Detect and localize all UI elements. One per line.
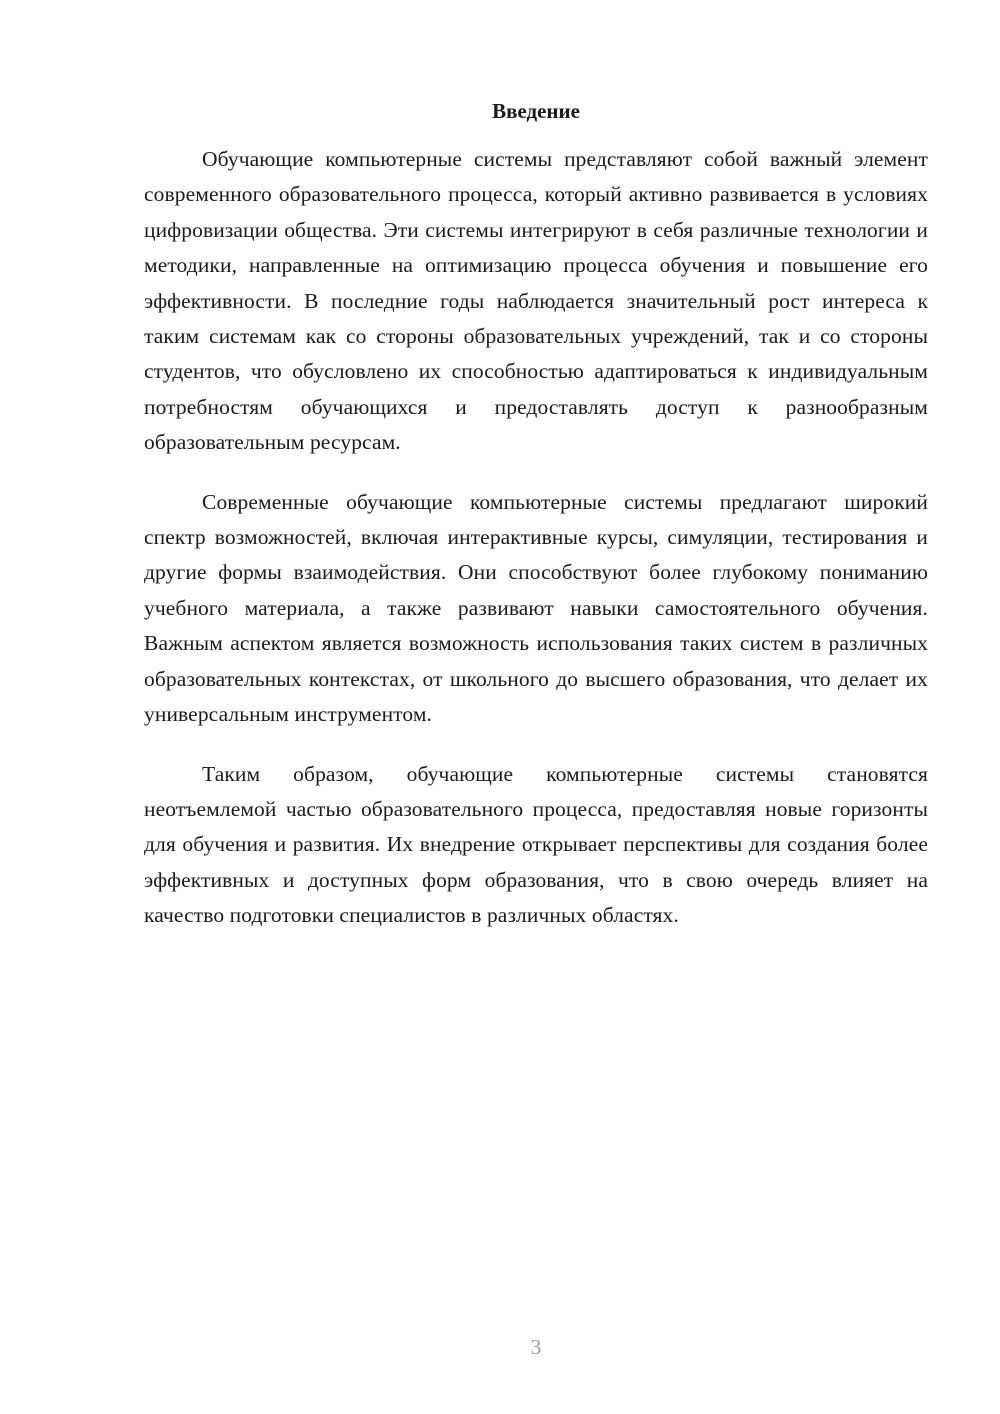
page-number: 3 bbox=[530, 1335, 542, 1359]
paragraph: Современные обучающие компьютерные системы предлагают широкий спектр возможностей, включая интерактивные курсы, симуляции, тестирования и другие формы взаимодействия. Они способствуют более глубокому пониманию учебного материала, а также развивают навыки самостоятельного обучения. Важным аспектом является возможность использования таких систем в различных образовательных контекстах, от школьного до высшего образования, что делает их универсальным инструментом. bbox=[144, 489, 928, 727]
section-heading: Введение bbox=[492, 99, 580, 123]
paragraph: Обучающие компьютерные системы представляют собой важный элемент современного образовательного процесса, который активно развивается в условиях цифровизации общества. Эти системы интегрируют в себя различные технологии и методики, направленные на оптимизацию процесса обучения и повышение его эффективности. В последние годы наблюдается значительный рост интереса к таким системам как со стороны образовательных учреждений, так и со стороны студентов, что обусловлено их способностью адаптироваться к индивидуальным потребностям обучающихся и предоставлять доступ к разнообразным образовательным ресурсам. bbox=[144, 147, 928, 455]
body-text bbox=[144, 142, 928, 958]
paragraph: Таким образом, обучающие компьютерные системы становятся неотъемлемой частью образовательного процесса, предоставляя новые горизонты для обучения и развития. Их внедрение открывает перспективы для создания более эффективных и доступных форм образования, что в свою очередь влияет на качество подготовки специалистов в различных областях. bbox=[144, 761, 928, 928]
